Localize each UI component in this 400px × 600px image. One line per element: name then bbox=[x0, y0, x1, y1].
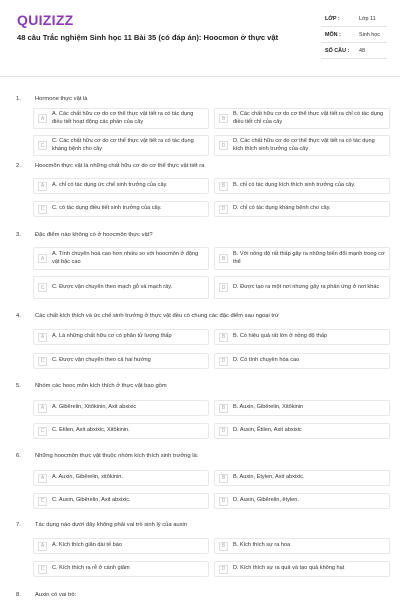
quizizz-logo: QUIZIZZ bbox=[17, 12, 74, 28]
option-d[interactable] bbox=[214, 353, 390, 369]
option-text: B. Auxin, Gibêrelin, Xitôkinin bbox=[233, 404, 304, 411]
option-b[interactable] bbox=[214, 470, 390, 486]
meta-value: 48 bbox=[359, 48, 365, 54]
option-letter: C bbox=[38, 141, 47, 150]
option-letter: C bbox=[38, 357, 47, 366]
option-a[interactable] bbox=[33, 329, 209, 345]
question-text: Hoocmôn thực vật là những chất hữu cơ do cơ thể thực vật tiết ra bbox=[35, 163, 205, 169]
option-d[interactable] bbox=[214, 493, 390, 509]
option-letter: D bbox=[219, 141, 228, 150]
meta-key: MÔN : bbox=[325, 32, 341, 38]
option-text: C. Các chất hữu cơ do cơ thể thực vật tiết ra có tác dụng kháng bệnh cho cây bbox=[52, 138, 194, 152]
option-d[interactable] bbox=[214, 135, 390, 156]
option-text: B. Các chất hữu cơ do cơ thể thực vật tiết ra chỉ có tác dụng điều tiết chỉ của cây bbox=[233, 111, 384, 125]
option-text: A. Các chất hữu cơ do cơ thể thực vật tiết ra có tác dụng điều tiết hoạt động các phần của cây bbox=[52, 111, 194, 125]
option-text: A. Auxin, Gibêrelin, xitôkinin. bbox=[52, 474, 123, 481]
option-letter: A bbox=[38, 404, 47, 413]
option-a[interactable] bbox=[33, 470, 209, 486]
option-letter: A bbox=[38, 333, 47, 342]
option-a[interactable] bbox=[33, 178, 209, 194]
question-text: Auxin có vai trò: bbox=[35, 592, 77, 598]
option-d[interactable] bbox=[214, 201, 390, 217]
option-c[interactable] bbox=[33, 353, 209, 369]
option-letter: A bbox=[38, 254, 47, 263]
option-c[interactable] bbox=[33, 135, 209, 156]
question-text: Các chất kích thích và ức chế sinh trưởng ở thực vật đều có chung các đặc điểm sau ngoại trừ bbox=[35, 313, 279, 319]
question-text: Đặc điểm nào không có ở hoocmôn thực vật? bbox=[35, 232, 153, 238]
option-d[interactable] bbox=[214, 423, 390, 439]
option-text: C. Auxin, Gibêrelin, Axit abxixic. bbox=[52, 497, 131, 504]
option-text: D. Auxin, Gibêrelin, êtylen. bbox=[233, 497, 299, 504]
option-b[interactable] bbox=[214, 178, 390, 194]
option-a[interactable] bbox=[33, 108, 209, 129]
option-text: B. Có hiệu quả rất lớn ở nồng độ thấp bbox=[233, 333, 328, 340]
option-b[interactable] bbox=[214, 108, 390, 129]
option-letter: A bbox=[38, 114, 47, 123]
option-a[interactable] bbox=[33, 538, 209, 554]
option-letter: A bbox=[38, 182, 47, 191]
option-letter: D bbox=[219, 205, 228, 214]
option-letter: C bbox=[38, 565, 47, 574]
option-letter: B bbox=[219, 182, 228, 191]
option-letter: B bbox=[219, 542, 228, 551]
option-letter: C bbox=[38, 427, 47, 436]
option-d[interactable] bbox=[214, 276, 390, 299]
option-text: D. Được tạo ra một nơi nhưng gây ra phản ứng ở nơi khác bbox=[233, 283, 380, 290]
question-number: 4. bbox=[16, 313, 21, 319]
question-number: 2. bbox=[16, 163, 21, 169]
option-text: C. Được vận chuyển theo cả hai hướng bbox=[52, 357, 151, 364]
option-a[interactable] bbox=[33, 247, 209, 270]
meta-key: LỚP : bbox=[325, 16, 340, 22]
option-text: C. Etilen, Axit abxixic, Xitôkinin. bbox=[52, 427, 130, 434]
question-number: 3. bbox=[16, 232, 21, 238]
option-letter: D bbox=[219, 565, 228, 574]
option-letter: D bbox=[219, 283, 228, 292]
option-letter: C bbox=[38, 205, 47, 214]
option-letter: C bbox=[38, 283, 47, 292]
meta-value: Lớp 11 bbox=[359, 16, 376, 22]
option-text: B. Kích thích sự ra hoa bbox=[233, 542, 291, 549]
option-letter: A bbox=[38, 474, 47, 483]
option-text: B. chỉ có tác dụng kích thích sinh trưởng của cây. bbox=[233, 182, 356, 189]
option-letter: C bbox=[38, 497, 47, 506]
option-letter: B bbox=[219, 114, 228, 123]
worksheet-header bbox=[0, 0, 400, 77]
option-text: D. Auxin, Êtilen, Axit abxixic bbox=[233, 427, 302, 434]
question-number: 5. bbox=[16, 383, 21, 389]
option-c[interactable] bbox=[33, 423, 209, 439]
option-text: D. chỉ có tác dụng kháng bệnh cho cây. bbox=[233, 205, 331, 212]
question-number: 1. bbox=[16, 96, 21, 102]
option-text: D. Các chất hữu cơ do cơ thể thực vật tiết ra có tác dụng kích thích sinh trưởng của cây bbox=[233, 138, 375, 152]
question-text: Hormone thực vật là bbox=[35, 96, 88, 102]
option-c[interactable] bbox=[33, 561, 209, 577]
option-text: A. Gibêrelin, Xitôkinin, Axit abxixic bbox=[52, 404, 137, 411]
option-letter: B bbox=[219, 474, 228, 483]
option-text: C. Kích thích ra rễ ở cành giâm bbox=[52, 565, 130, 572]
question-text: Những hoocmôn thực vật thuộc nhóm kích thích sinh trưởng là: bbox=[35, 453, 199, 459]
option-letter: A bbox=[38, 542, 47, 551]
question-text: Tác dụng nào dưới đây không phải vai trò sinh lý của auxin bbox=[35, 522, 188, 528]
option-letter: B bbox=[219, 254, 228, 263]
option-c[interactable] bbox=[33, 201, 209, 217]
option-text: D. Có tính chuyên hóa cao bbox=[233, 357, 300, 364]
option-c[interactable] bbox=[33, 276, 209, 299]
worksheet-title: 48 câu Trắc nghiệm Sinh học 11 Bài 35 (có đáp án): Hoocmon ở thực vật bbox=[17, 33, 279, 42]
option-b[interactable] bbox=[214, 329, 390, 345]
option-letter: D bbox=[219, 497, 228, 506]
meta-divider bbox=[321, 58, 387, 59]
option-letter: D bbox=[219, 357, 228, 366]
meta-value: Sinh học bbox=[359, 32, 380, 38]
option-text: A. Là những chất hữu cơ có phân tử lượng thấp bbox=[52, 333, 172, 340]
option-a[interactable] bbox=[33, 400, 209, 416]
meta-divider bbox=[321, 26, 387, 27]
option-text: A. Kích thích giãn dài tế bào bbox=[52, 542, 122, 549]
question-number: 6. bbox=[16, 453, 21, 459]
question-number: 7. bbox=[16, 522, 21, 528]
option-text: C. có tác dụng điều tiết sinh trưởng của cây. bbox=[52, 205, 162, 212]
option-text: D. Kích thích sự ra quả và tạo quả không hạt bbox=[233, 565, 345, 572]
option-c[interactable] bbox=[33, 493, 209, 509]
option-letter: D bbox=[219, 427, 228, 436]
option-d[interactable] bbox=[214, 561, 390, 577]
meta-key: SỐ CÂU : bbox=[325, 48, 350, 54]
option-text: C. Được vận chuyển theo mạch gỗ và mạch rây. bbox=[52, 283, 173, 290]
option-text: B. Với nồng độ rất thấp gây ra những biến đổi mạnh trong cơ thể bbox=[233, 251, 385, 265]
option-text: A. chỉ có tác dụng ức chế sinh trưởng của cây. bbox=[52, 182, 168, 189]
option-b[interactable] bbox=[214, 247, 390, 270]
option-b[interactable] bbox=[214, 400, 390, 416]
option-letter: B bbox=[219, 333, 228, 342]
option-letter: B bbox=[219, 404, 228, 413]
option-text: B. Auxin, Etylen, Axit abxixic. bbox=[233, 474, 305, 481]
question-text: Nhóm các hooc môn kích thích ở thực vật bao gồm bbox=[35, 383, 167, 389]
option-b[interactable] bbox=[214, 538, 390, 554]
meta-divider bbox=[321, 42, 387, 43]
question-number: 8. bbox=[16, 592, 21, 598]
option-text: A. Tính chuyên hoá cao hơn nhiều so với hoocmôn ở động vật bậc cao bbox=[52, 251, 199, 265]
